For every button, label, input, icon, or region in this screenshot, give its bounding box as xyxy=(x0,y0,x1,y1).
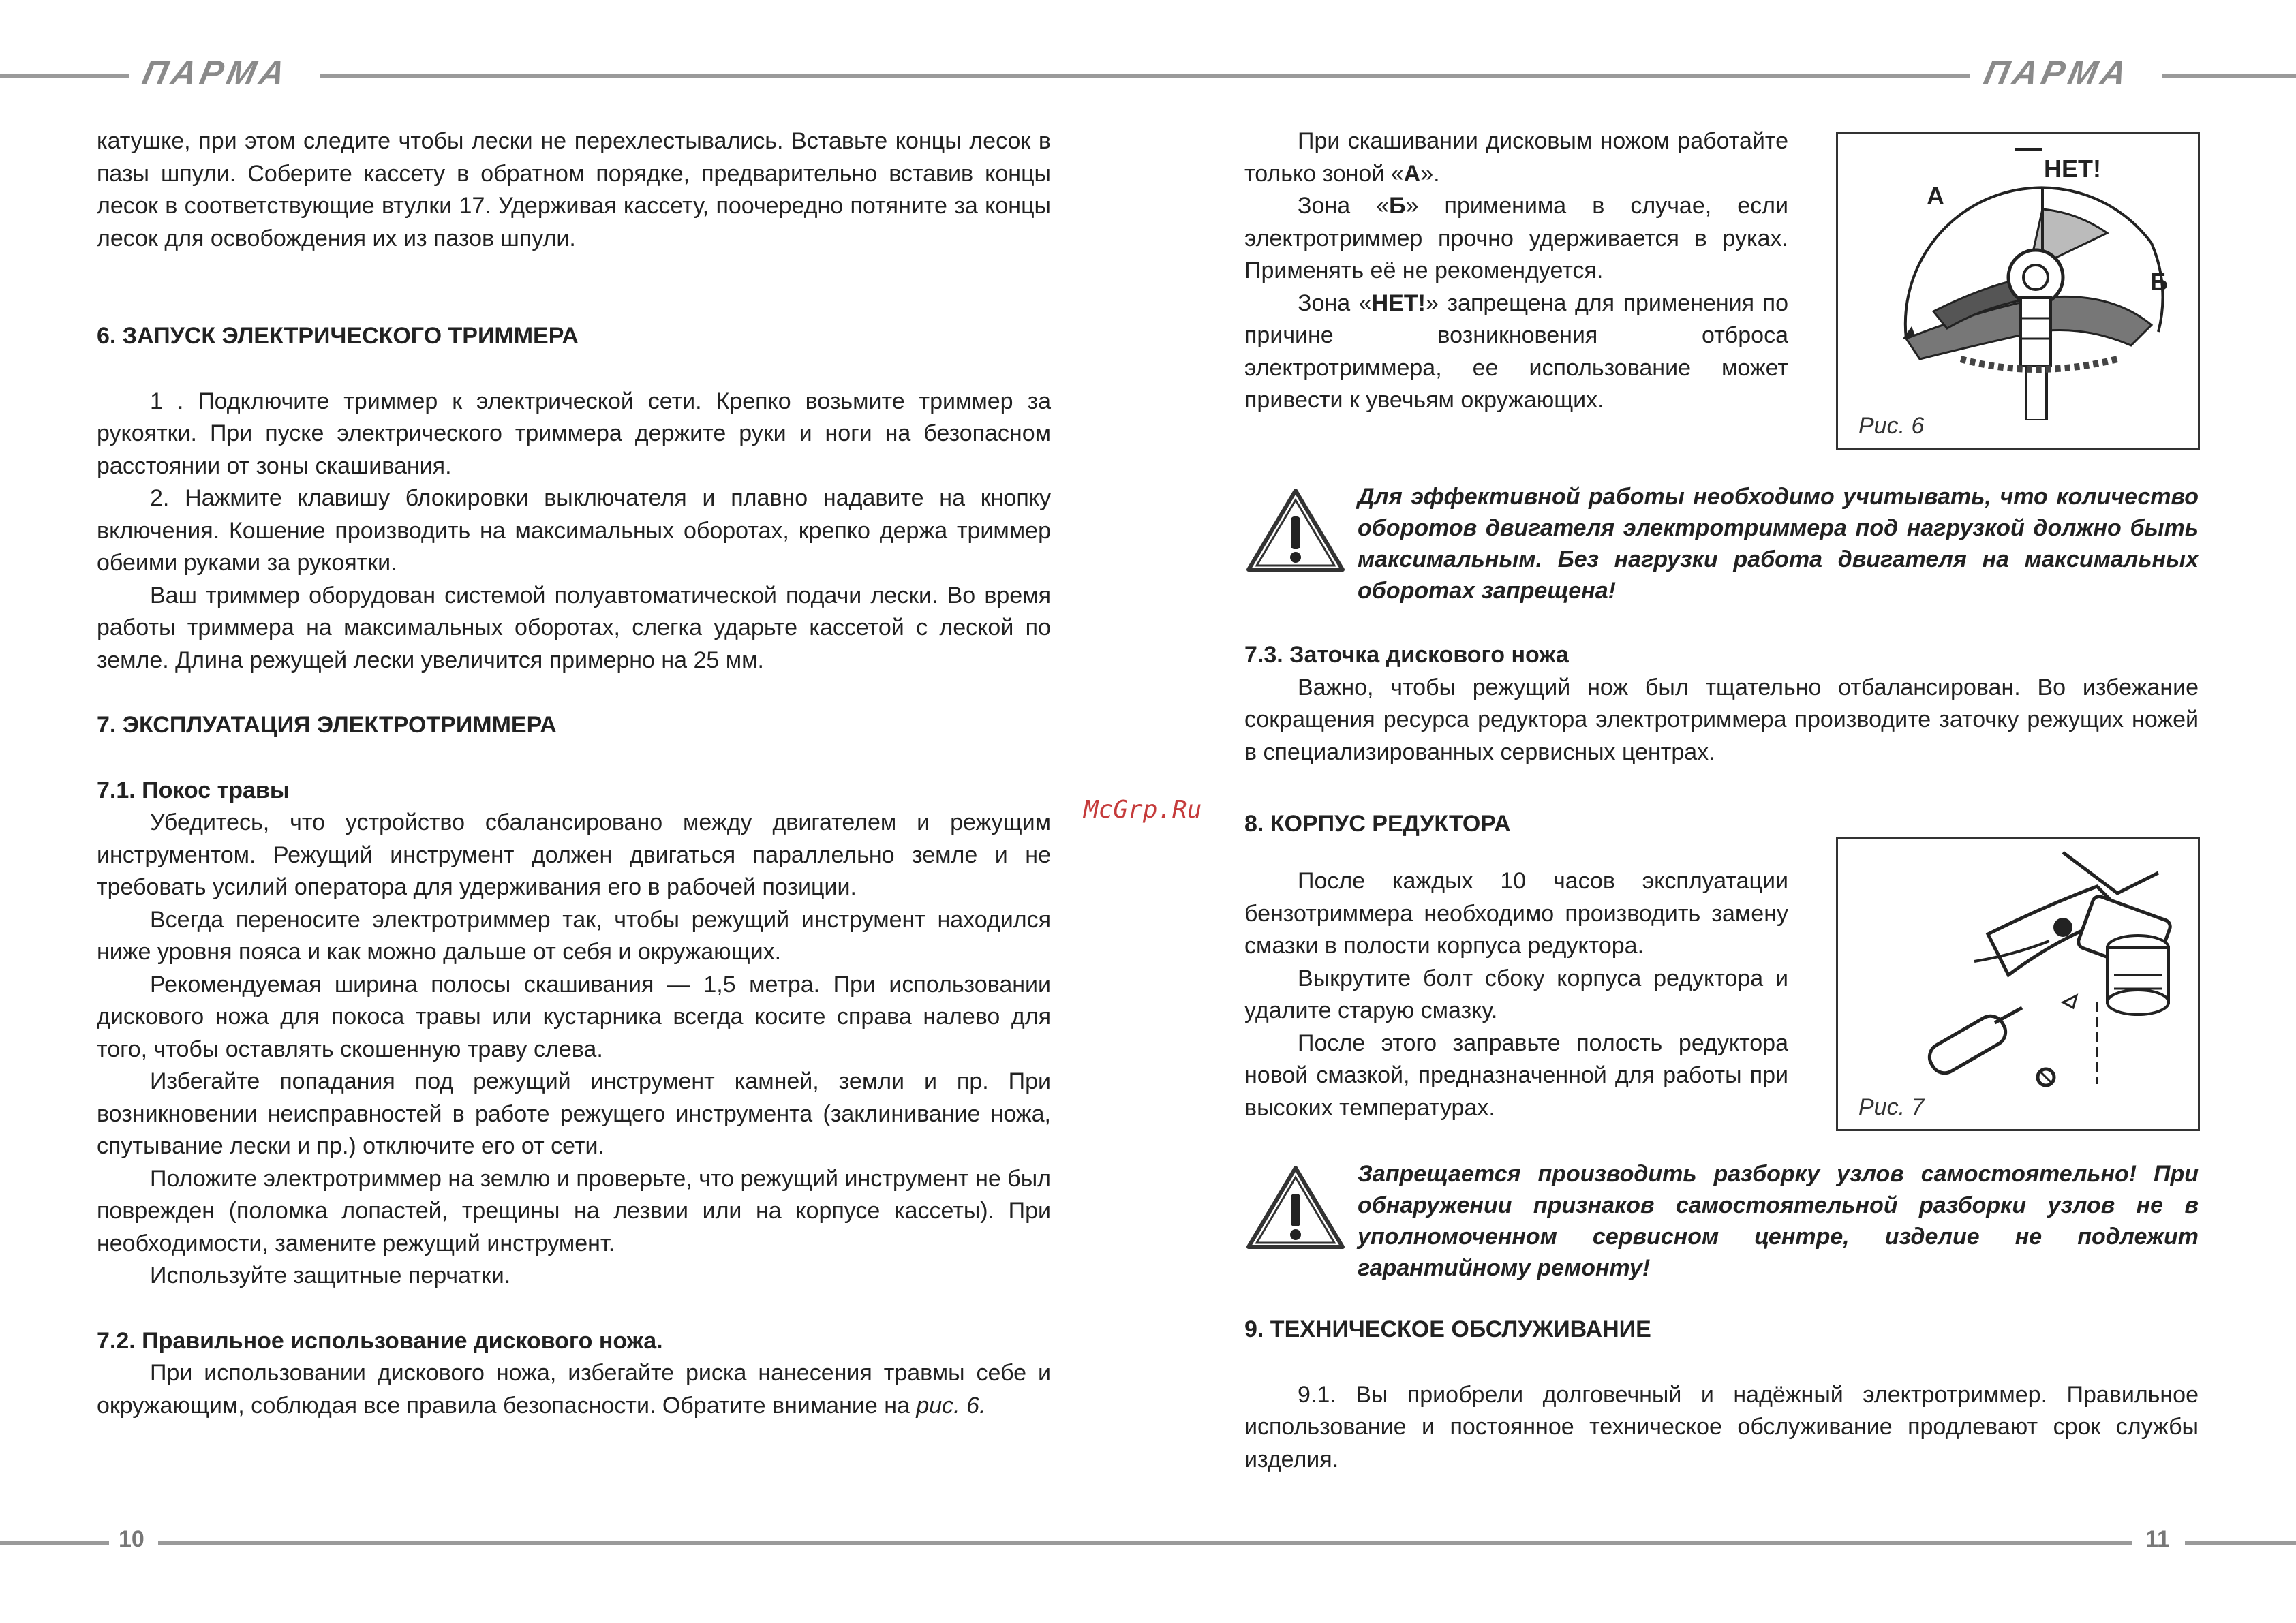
paragraph-zone-b: Зона «Б» применима в случае, если электротриммер прочно удерживается в руках. Применять её не рекомендуется. xyxy=(1244,193,1788,283)
footer-rule-center xyxy=(158,1541,2132,1545)
fig6-label-a: А xyxy=(1927,182,1944,210)
header-rule-center xyxy=(320,74,1970,78)
heading-section-7-2: 7.2. Правильное использование дискового ножа. xyxy=(97,1327,663,1354)
paragraph-zone-net: Зона «НЕТ!» запрещена для применения по причине возникновения отброса электротриммера, ее использование может привести к увечьям окружающих. xyxy=(1244,290,1788,413)
paragraph-8-1: После каждых 10 часов эксплуатации бензотриммера необходимо производить замену смазки в полости корпуса редуктора. xyxy=(1244,868,1788,959)
paragraph-8-3: После этого заправьте полость редуктора новой смазкой, предназначенной для работы при высоких температурах. xyxy=(1244,1030,1788,1121)
heading-section-8: 8. КОРПУС РЕДУКТОРА xyxy=(1244,811,1511,837)
fig6-caption: Рис. 6 xyxy=(1858,413,1925,439)
brand-logo-left: ПАРМА xyxy=(139,54,293,92)
watermark: McGrp.Ru xyxy=(1084,796,1202,824)
heading-section-9: 9. ТЕХНИЧЕСКОЕ ОБСЛУЖИВАНИЕ xyxy=(1244,1316,1651,1342)
paragraph-6-2: 2. Нажмите клавишу блокировки выключателя и плавно надавите на кнопку включения. Кошение производить на максимальных оборотах, крепко держа триммер обеими руками за рукоятки. xyxy=(97,485,1051,576)
warning-text-1: Для эффективной работы необходимо учитывать, что количество оборотов двигателя электротриммера под нагрузкой должно быть максимальным. Без нагрузки работа двигателя на максимальных оборотах запрещена! xyxy=(1358,484,2199,604)
trimmer-zones-illustration xyxy=(1838,134,2198,420)
paragraph-intro: катушке, при этом следите чтобы лески не перехлестывались. Вставьте концы лесок в пазы шпули. Соберите кассету в обратном порядке, предварительно вставив концы лесок в соответствующие втулки 17. Удерживая кассету, поочередно потяните за концы лесок для освобождения их из пазов шпули. xyxy=(97,128,1051,251)
fig6-label-b: Б xyxy=(2150,268,2168,296)
heading-section-7-1: 7.1. Покос травы xyxy=(97,777,290,803)
page-number-right: 11 xyxy=(2145,1526,2170,1552)
left-column xyxy=(97,125,1051,1422)
footer-rule-right xyxy=(2185,1541,2296,1545)
gearbox-illustration xyxy=(1838,839,2198,1111)
warning-text-2: Запрещается производить разборку узлов самостоятельно! При обнаружении признаков самостоятельной разборки узлов не в уполномоченном сервисном центре, изделие не подлежит гарантийному ремонту! xyxy=(1358,1161,2199,1281)
paragraph-6-1: 1 . Подключите триммер к электрической сети. Крепко возьмите триммер за рукоятки. При пуске электрического триммера держите руки и ноги на безопасном расстоянии от зоны скашивания. xyxy=(97,388,1051,479)
paragraph-zone-a: При скашивании дисковым ножом работайте только зоной «А». xyxy=(1244,128,1788,187)
section-9-block xyxy=(1244,1314,2199,1476)
header-rule-right xyxy=(2162,74,2296,78)
section-8-text-block xyxy=(1244,865,1788,1124)
header-rule-left-a xyxy=(0,74,129,78)
paragraph-7-2: При использовании дискового ножа, избегайте риска нанесения травмы себе и окружающим, соблюдая все правила безопасности. Обратите внимание на рис. 6. xyxy=(97,1360,1051,1419)
page-number-left: 10 xyxy=(119,1526,144,1552)
heading-section-7: 7. ЭКСПЛУАТАЦИЯ ЭЛЕКТРОТРИММЕРА xyxy=(97,712,557,738)
warning-block-2 xyxy=(1244,1158,2199,1284)
warning-block-1 xyxy=(1244,481,2199,606)
figure-6 xyxy=(1836,132,2200,450)
paragraph-7-1d: Избегайте попадания под режущий инструмент камней, земли и пр. При возникновении неисправностей в работе режущего инструмента (заклинивание ножа, спутывание лески и пр.) отключите его от сети. xyxy=(97,1068,1051,1159)
paragraph-9-1: 9.1. Вы приобрели долговечный и надёжный электротриммер. Правильное использование и постоянное техническое обслуживание продлевают срок службы изделия. xyxy=(1244,1381,2199,1472)
brand-logo-right: ПАРМА xyxy=(1980,54,2134,92)
paragraph-7-1f: Используйте защитные перчатки. xyxy=(150,1263,511,1288)
fig6-label-net: НЕТ! xyxy=(2044,155,2101,183)
paragraph-7-1b: Всегда переносите электротриммер так, чтобы режущий инструмент находился ниже уровня пояса и как можно дальше от себя и окружающих. xyxy=(97,906,1051,965)
warning-triangle-icon xyxy=(1244,1162,1347,1251)
footer-rule-left xyxy=(0,1541,109,1545)
section-7-3-block xyxy=(1244,639,2199,841)
paragraph-7-1e: Положите электротриммер на землю и проверьте, что режущий инструмент не был поврежден (поломка лопастей, трещины на лезвии или на корпусе кассеты). При необходимости, замените режущий инструмент. xyxy=(97,1165,1051,1256)
figure-reference: рис. 6. xyxy=(916,1392,986,1419)
paragraph-7-1a: Убедитесь, что устройство сбалансировано между двигателем и режущим инструментом. Режущий инструмент должен двигаться параллельно земле и не требовать усилий оператора для удерживания его в рабочей позиции. xyxy=(97,809,1051,900)
paragraph-8-2: Выкрутите болт сбоку корпуса редуктора и удалите старую смазку. xyxy=(1244,965,1788,1023)
paragraph-6-3: Ваш триммер оборудован системой полуавтоматической подачи лески. Во время работы триммера на максимальных оборотах, слегка ударьте кассетой с леской по земле. Длина режущей лески увеличится примерно на 25 мм. xyxy=(97,582,1051,673)
heading-section-6: 6. ЗАПУСК ЭЛЕКТРИЧЕСКОГО ТРИММЕРА xyxy=(97,323,579,349)
zone-text-block xyxy=(1244,125,1788,417)
paragraph-7-3: Важно, чтобы режущий нож был тщательно отбалансирован. Во избежание сокращения ресурса редуктора электротриммера производите заточку режущих ножей в специализированных сервисных центрах. xyxy=(1244,674,2199,765)
paragraph-7-1c: Рекомендуемая ширина полосы скашивания — 1,5 метра. При использовании дискового ножа для покоса травы или кустарника всегда косите справа налево для того, чтобы оставлять скошенную траву слева. xyxy=(97,971,1051,1062)
warning-triangle-icon xyxy=(1244,485,1347,574)
fig7-caption: Рис. 7 xyxy=(1858,1094,1925,1120)
figure-7 xyxy=(1836,837,2200,1131)
heading-section-7-3: 7.3. Заточка дискового ножа xyxy=(1244,642,1569,668)
